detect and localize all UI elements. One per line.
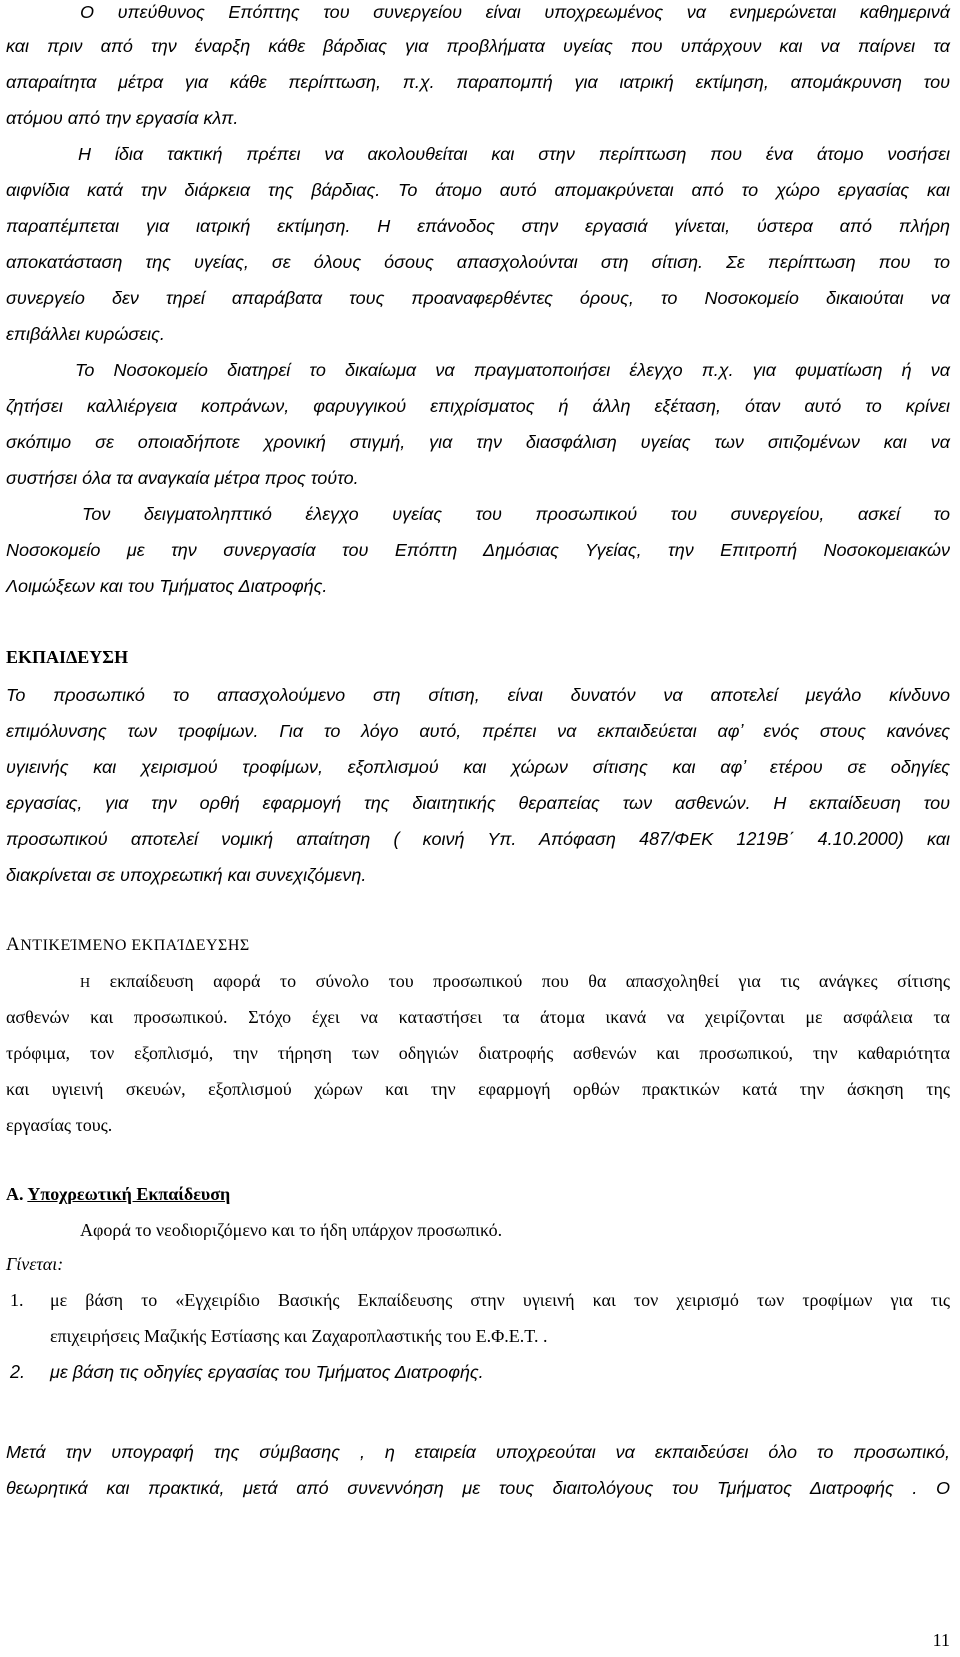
heading-rest: ΝΤΙΚΕΊΜΕΝΟ ΕΚΠΑΊΔΕΥΣΗΣ (20, 937, 250, 954)
paragraph-line: απαραίτητα μέτρα για κάθε περίπτωση, π.χ. παραπομπή για ιατρική εκτίμηση, απομάκρυνση του (6, 72, 950, 92)
list-intro: Γίνεται: (6, 1254, 64, 1274)
paragraph-initial: Η (80, 976, 91, 991)
list-item (0, 1288, 960, 1312)
paragraph-line: ζητήσει καλλιέργεια κοπράνων, φαρυγγικού επιχρίσματος ή άλλη εξέταση, όταν αυτό το κρίνει (6, 396, 950, 416)
paragraph-line: Νοσοκομείο με την συνεργασία του Επόπτη Δημόσιας Υγείας, την Επιτροπή Νοσοκομειακών (6, 540, 950, 560)
paragraph-line: διακρίνεται σε υποχρεωτική και συνεχιζόμενη. (6, 865, 367, 885)
paragraph-line: και υγιεινή σκευών, εξοπλισμού χώρων και την εφαρμογή ορθών πρακτικών κατά την άσκηση της (6, 1079, 950, 1099)
paragraph-line: ατόμου από την εργασία κλπ. (6, 108, 239, 128)
page-number: 11 (932, 1630, 950, 1650)
paragraph-line: Ο υπεύθυνος Επόπτης του συνεργείου είναι υποχρεωμένος να ενημερώνεται καθημερινά (80, 2, 950, 22)
paragraph-line: συνεργείο δεν τηρεί απαράβατα τους προαναφερθέντες όρους, το Νοσοκομείο δικαιούται να (6, 288, 950, 308)
paragraph-line: αποκατάσταση της υγείας, σε όλους όσους απασχολούνται στη σίτιση. Σε περίπτωση που το (6, 252, 950, 272)
paragraph-line: Μετά την υπογραφή της σύμβασης , η εταιρεία υποχρεούται να εκπαιδεύσει όλο το προσωπικό, (6, 1442, 950, 1462)
list-number: 2. (10, 1362, 26, 1382)
paragraph-text: εκπαίδευση αφορά το σύνολο του προσωπικού που θα απασχοληθεί για τις ανάγκες σίτισης (90, 971, 950, 991)
paragraph-line: Το Νοσοκομείο διατηρεί το δικαίωμα να πραγματοποιήσει έλεγχο π.χ. για φυματίωση ή να (75, 360, 950, 380)
paragraph-line: συστήσει όλα τα αναγκαία μέτρα προς τούτο. (6, 468, 359, 488)
list-text: επιχειρήσεις Μαζικής Εστίασης και Ζαχαροπλαστικής του Ε.Φ.Ε.Τ. . (50, 1326, 548, 1346)
paragraph-line: θεωρητικά και πρακτικά, μετά από συνεννόηση με τους διαιτολόγους του Τμήματος Διατροφής . Ο (6, 1478, 950, 1498)
list-text: με βάση το «Εγχειρίδιο Βασικής Εκπαίδευσης στην υγιεινή και τον χειρισμό των τροφίμων για τις (50, 1290, 950, 1310)
paragraph-line: Τον δειγματοληπτικό έλεγχο υγείας του προσωπικού του συνεργείου, ασκεί το (82, 504, 950, 524)
paragraph-line: εργασίας, για την ορθή εφαρμογή της διαιτητικής θεραπείας των ασθενών. Η εκπαίδευση του (6, 793, 950, 813)
paragraph-line: και πριν από την έναρξη κάθε βάρδιας για προβλήματα υγείας που υπάρχουν και να παίρνει τα (6, 36, 950, 56)
heading-initial: Α (6, 934, 21, 955)
paragraph-line: ασθενών και προσωπικού. Στόχο έχει να καταστήσει τα άτομα ικανά να χειρίζονται με ασφάλεια τα (6, 1007, 950, 1027)
paragraph-line: παραπέμπεται για ιατρική εκτίμηση. Η επάνοδος στην εργασιά γίνεται, ύστερα από πλήρη (6, 216, 950, 236)
paragraph-line: Το προσωπικό το απασχολούμενο στη σίτιση, είναι δυνατόν να αποτελεί μεγάλο κίνδυνο (6, 685, 950, 705)
paragraph-line: Η ίδια τακτική πρέπει να ακολουθείται και στην περίπτωση που ένα άτομο νοσήσει (78, 144, 950, 164)
paragraph-line: υγιεινής και χειρισμού τροφίμων, εξοπλισμού και χώρων σίτισης και αφ’ ετέρου σε οδηγίες (6, 757, 950, 777)
section-heading (6, 933, 950, 958)
paragraph-line: αιφνίδια κατά την διάρκεια της βάρδιας. Το άτομο αυτό απομακρύνεται από το χώρο εργασίας και (6, 180, 950, 200)
subsection-title: Υποχρεωτική Εκπαίδευση (27, 1184, 231, 1204)
section-heading: ΕΚΠΑΙΔΕΥΣΗ (6, 647, 129, 667)
paragraph-line: σκόπιμο σε οποιαδήποτε χρονική στιγμή, για την διασφάλιση υγείας των σιτιζομένων και να (6, 432, 950, 452)
list-number: 1. (10, 1290, 24, 1310)
paragraph-line: προσωπικού αποτελεί νομική απαίτηση ( κοινή Υπ. Απόφαση 487/ΦΕΚ 1219Β΄ 4.10.2000) και (6, 829, 950, 849)
paragraph-line: Λοιμώξεων και του Τμήματος Διατροφής. (6, 576, 328, 596)
list-item-continuation (0, 1324, 960, 1348)
paragraph-line: επιμόλυνσης των τροφίμων. Για το λόγο αυτό, πρέπει να εκπαιδεύεται αφ’ ενός στους κανόνες (6, 721, 950, 741)
subsection-heading (6, 1182, 950, 1206)
paragraph-line (80, 969, 950, 996)
paragraph-line: εργασίας τους. (6, 1115, 113, 1135)
subsection-prefix: Α. (6, 1184, 24, 1204)
list-text: με βάση τις οδηγίες εργασίας του Τμήματος Διατροφής. (50, 1362, 484, 1382)
paragraph-line: τρόφιμα, τον εξοπλισμό, την τήρηση των οδηγιών διατροφής ασθενών και προσωπικού, την καθαριότητα (6, 1043, 950, 1063)
paragraph-line: επιβάλλει κυρώσεις. (6, 324, 165, 344)
paragraph-line: Αφορά το νεοδιοριζόμενο και το ήδη υπάρχον προσωπικό. (80, 1220, 503, 1240)
list-item (0, 1360, 960, 1384)
